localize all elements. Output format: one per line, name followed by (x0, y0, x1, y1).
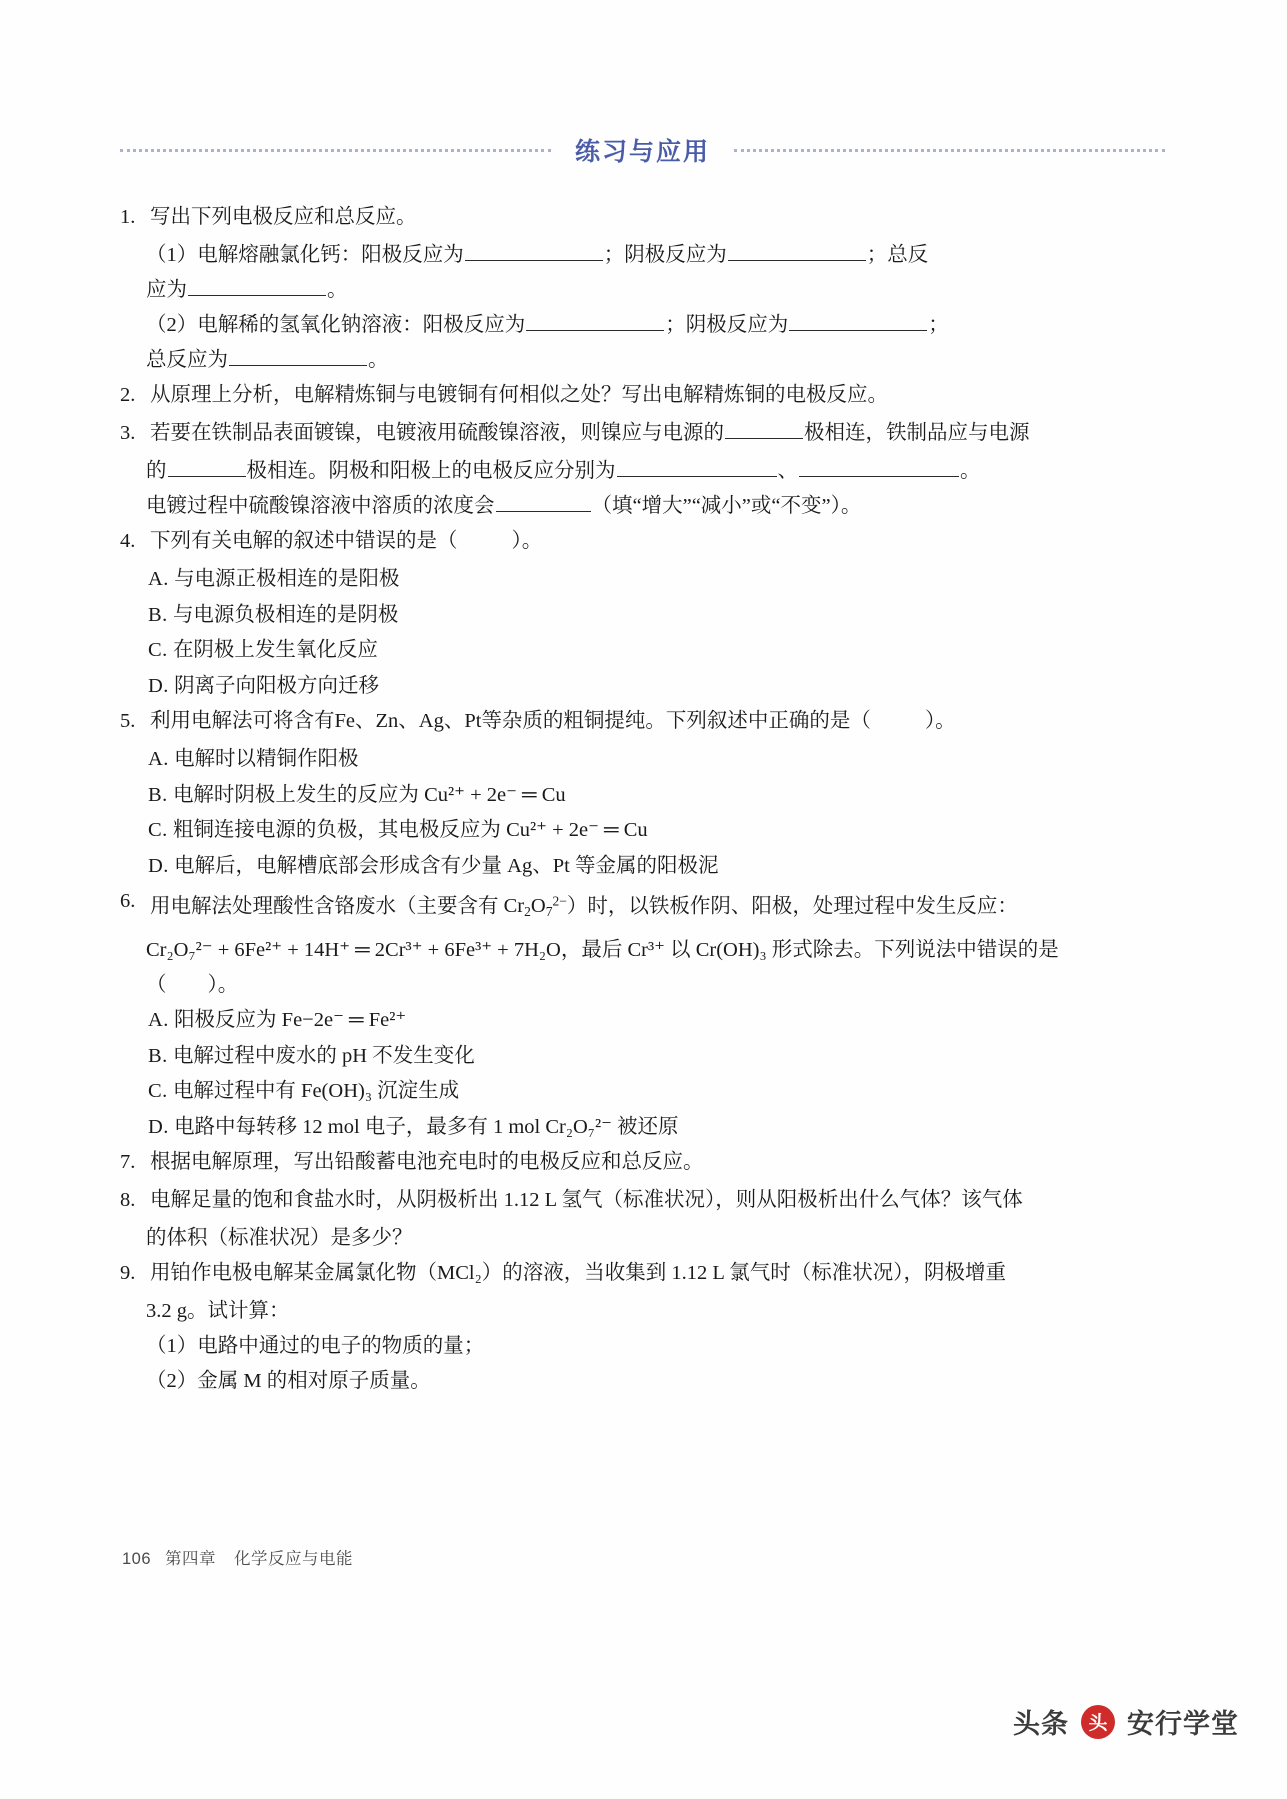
question-9-stem-line-2: 3.2 g。试计算： (146, 1300, 290, 1323)
q6-option-c-text: 电解过程中有 Fe(OH)₃ 沉淀生成 (172, 1080, 460, 1103)
q1-blank-4 (526, 313, 664, 331)
q1-blank-1 (465, 243, 603, 261)
q1-s1-text-b: ；阴极反应为 (603, 244, 727, 266)
q1-blank-5 (789, 313, 927, 331)
q9-text-a: 用铂作电极电解某金属氯化物（ (150, 1262, 437, 1285)
question-7-number: 7. (120, 1151, 136, 1174)
question-9-sub-2: （2）金属 M 的相对原子质量。 (146, 1370, 431, 1393)
question-4-option-c (120, 633, 1166, 669)
question-6-option-c (120, 1074, 1166, 1110)
q5-option-c-label: C. (148, 819, 168, 841)
q1-s1-text-c: ；总反 (866, 244, 929, 266)
q3-blank-4 (799, 459, 959, 477)
question-4-option-d (120, 669, 1166, 705)
question-3-line-2 (120, 454, 1166, 489)
question-2-stem: 从原理上分析，电解精炼铜与电镀铜有何相似之处？写出电解精炼铜的电极反应。 (150, 384, 888, 406)
question-3-number: 3. (120, 422, 136, 444)
q5-option-a-label: A. (148, 748, 169, 770)
q4-option-c-label: C. (148, 639, 168, 661)
q3-text-h: （填“增大”“减小”或“不变”）。 (591, 495, 862, 517)
q5-stem-tail: ）。 (924, 710, 956, 732)
q3-text-e: 、 (777, 460, 798, 482)
question-9-sub-1: （1）电路中通过的电子的物质的量； (146, 1335, 485, 1358)
watermark-badge-icon: 头 (1081, 1705, 1115, 1739)
q5-option-d-label: D. (148, 854, 169, 877)
q4-option-c-text: 在阴极上发生氧化反应 (172, 639, 378, 661)
question-4-stem (150, 524, 1166, 559)
question-5 (120, 704, 1166, 739)
question-6-equation-line (120, 932, 1166, 968)
question-5-option-d (120, 849, 1166, 885)
q1-s2-text-d: 总反应为 (146, 349, 228, 371)
q9-text-c: ）的溶液，当收集到 1.12 L 氯气时（标准状况），阴极增重 (481, 1262, 1007, 1285)
q3-blank-2 (168, 459, 246, 477)
question-1-stem: 写出下列电极反应和总反应。 (150, 206, 417, 228)
q6-stem-b: ）时，以铁板作阴、阳极，处理过程中发生反应： (566, 895, 1018, 918)
question-5-option-a (120, 742, 1166, 778)
q6-option-a-label: A. (148, 1009, 169, 1032)
q5-option-a-text: 电解时以精铜作阳极 (174, 748, 359, 770)
question-5-number: 5. (120, 710, 136, 732)
q3-text-c: 的 (146, 460, 167, 482)
q1-s1-text-d: 应为 (146, 279, 187, 301)
q3-blank-5 (496, 494, 591, 512)
q4-stem-text: 下列有关电解的叙述中错误的是（ (150, 530, 458, 552)
question-6-option-b (120, 1039, 1166, 1075)
section-header (120, 130, 1165, 170)
question-7 (120, 1145, 1166, 1180)
q6-answer-paren: （ ）。 (146, 974, 239, 997)
q3-text-b: 极相连，铁制品应与电源 (804, 422, 1030, 444)
question-1-number: 1. (120, 206, 136, 228)
question-3 (120, 416, 1166, 451)
q6-redox-equation: Cr₂O₇²⁻ + 6Fe²⁺ + 14H⁺ ═ 2Cr³⁺ + 6Fe³⁺ + 7H₂O (146, 939, 561, 962)
q6-option-b-label: B. (148, 1044, 168, 1067)
question-3-stem (150, 416, 1166, 451)
q4-option-a-text: 与电源正极相连的是阳极 (174, 568, 400, 590)
question-6-option-a (120, 1003, 1166, 1039)
q6-option-c-label: C. (148, 1080, 168, 1103)
q4-option-b-label: B. (148, 603, 168, 626)
question-2-number: 2. (120, 384, 136, 406)
question-6-option-d (120, 1110, 1166, 1146)
question-6 (120, 884, 1166, 929)
q1-blank-2 (728, 243, 866, 261)
question-1 (120, 200, 1166, 235)
question-4-option-b (120, 598, 1166, 634)
question-1-sub-1 (120, 238, 1166, 273)
q3-text-a: 若要在铁制品表面镀镍，电镀液用硫酸镍溶液，则镍应与电源的 (150, 422, 724, 444)
q3-text-g: 电镀过程中硫酸镍溶液中溶质的浓度会 (146, 495, 495, 517)
question-1-sub-2-cont (120, 343, 1166, 378)
question-7-stem: 根据电解原理，写出铅酸蓄电池充电时的电极反应和总反应。 (150, 1151, 704, 1174)
q1-s2-text-e: 。 (368, 349, 389, 371)
q4-option-d-label: D. (148, 674, 169, 697)
q6-option-d-text: 电路中每转移 12 mol 电子，最多有 1 mol Cr₂O₇²⁻ 被还原 (174, 1115, 679, 1138)
chapter-title: 化学反应与电能 (234, 1550, 354, 1568)
q5-option-b-label: B. (148, 783, 168, 806)
question-6-stem-line-3 (120, 968, 1166, 1003)
q4-stem-tail: ）。 (511, 530, 543, 552)
watermark (1013, 1702, 1239, 1741)
question-9-number: 9. (120, 1262, 136, 1285)
question-5-stem (150, 704, 1166, 739)
question-6-number: 6. (120, 890, 136, 912)
question-6-stem-line-1 (150, 884, 1166, 929)
q3-blank-3 (617, 459, 777, 477)
question-2 (120, 378, 1166, 413)
q3-text-d: 极相连。阴极和阳极上的电极反应分别为 (246, 460, 616, 482)
page-footer (122, 1545, 353, 1569)
q5-stem-pre: 利用电解法可将含有 (150, 710, 335, 732)
question-5-option-b (120, 778, 1166, 814)
q5-option-c-equation: Cu²⁺ + 2e⁻ ═ Cu (506, 819, 648, 841)
q5-option-d-text: 电解后，电解槽底部会形成含有少量 Ag、Pt 等金属的阳极泥 (174, 854, 719, 877)
watermark-brand-left: 头条 (1013, 1709, 1069, 1739)
question-3-line-3 (120, 489, 1166, 524)
q1-s1-text-e: 。 (327, 279, 348, 301)
q3-blank-1 (725, 421, 803, 439)
q9-metal-chloride-formula: MCl₂ (437, 1262, 482, 1285)
q1-blank-3 (188, 278, 326, 296)
exercise-list (120, 200, 1166, 1399)
q5-option-c-text: 粗铜连接电源的负极，其电极反应为 (172, 819, 507, 841)
question-4 (120, 524, 1166, 559)
question-8-stem-line-1: 电解足量的饱和食盐水时，从阴极析出 1.12 L 氢气（标准状况），则从阳极析出什么气体？该气体 (150, 1189, 1023, 1212)
q1-s1-text-a: （1）电解熔融氯化钙：阳极反应为 (146, 244, 464, 266)
chapter-number: 第四章 (165, 1550, 217, 1568)
question-8 (120, 1183, 1166, 1218)
q6-option-d-label: D. (148, 1115, 169, 1138)
q6-option-b-text: 电解过程中废水的 pH 不发生变化 (172, 1044, 475, 1067)
question-8-number: 8. (120, 1189, 136, 1212)
q6-stem-c: ，最后 Cr³⁺ 以 Cr(OH)₃ 形式除去。下列说法中错误的是 (560, 939, 1059, 962)
header-dotted-rule-left (120, 149, 551, 152)
q3-text-f: 。 (960, 460, 981, 482)
question-4-option-a (120, 562, 1166, 598)
section-title: 练习与应用 (575, 138, 711, 166)
question-9-stem-line-1 (150, 1256, 1166, 1291)
question-4-number: 4. (120, 530, 136, 552)
header-dotted-rule-right (734, 149, 1165, 152)
question-9 (120, 1256, 1166, 1291)
q1-s2-text-c: ； (928, 314, 949, 336)
question-8-stem-line-2: 的体积（标准状况）是多少？ (146, 1227, 413, 1250)
q6-stem-a: 用电解法处理酸性含铬废水（主要含有 (150, 895, 504, 918)
q1-s2-text-b: ；阴极反应为 (665, 314, 789, 336)
q1-s2-text-a: （2）电解稀的氢氧化钠溶液：阳极反应为 (146, 314, 526, 336)
watermark-brand-right: 安行学堂 (1127, 1709, 1239, 1739)
q5-impurity-formulas: Fe、Zn、Ag、Pt (334, 710, 482, 732)
question-1-sub-1-cont (120, 273, 1166, 308)
q4-option-d-text: 阴离子向阳极方向迁移 (174, 674, 380, 697)
q5-option-b-equation: Cu²⁺ + 2e⁻ ═ Cu (424, 783, 566, 806)
q6-dichromate-formula: $Cr_2O_7^{2-}$ (503, 894, 567, 920)
q6-option-a-text: 阳极反应为 Fe−2e⁻ ═ Fe²⁺ (174, 1009, 407, 1032)
question-5-option-c (120, 813, 1166, 849)
question-1-sub-2 (120, 308, 1166, 343)
q4-option-b-text: 与电源负极相连的是阴极 (172, 603, 399, 626)
q1-blank-6 (229, 348, 367, 366)
q5-stem-post: 等杂质的粗铜提纯。下列叙述中正确的是（ (481, 710, 871, 732)
q4-option-a-label: A. (148, 568, 169, 590)
q5-option-b-text: 电解时阴极上发生的反应为 (172, 783, 425, 806)
page-number: 106 (122, 1550, 152, 1568)
